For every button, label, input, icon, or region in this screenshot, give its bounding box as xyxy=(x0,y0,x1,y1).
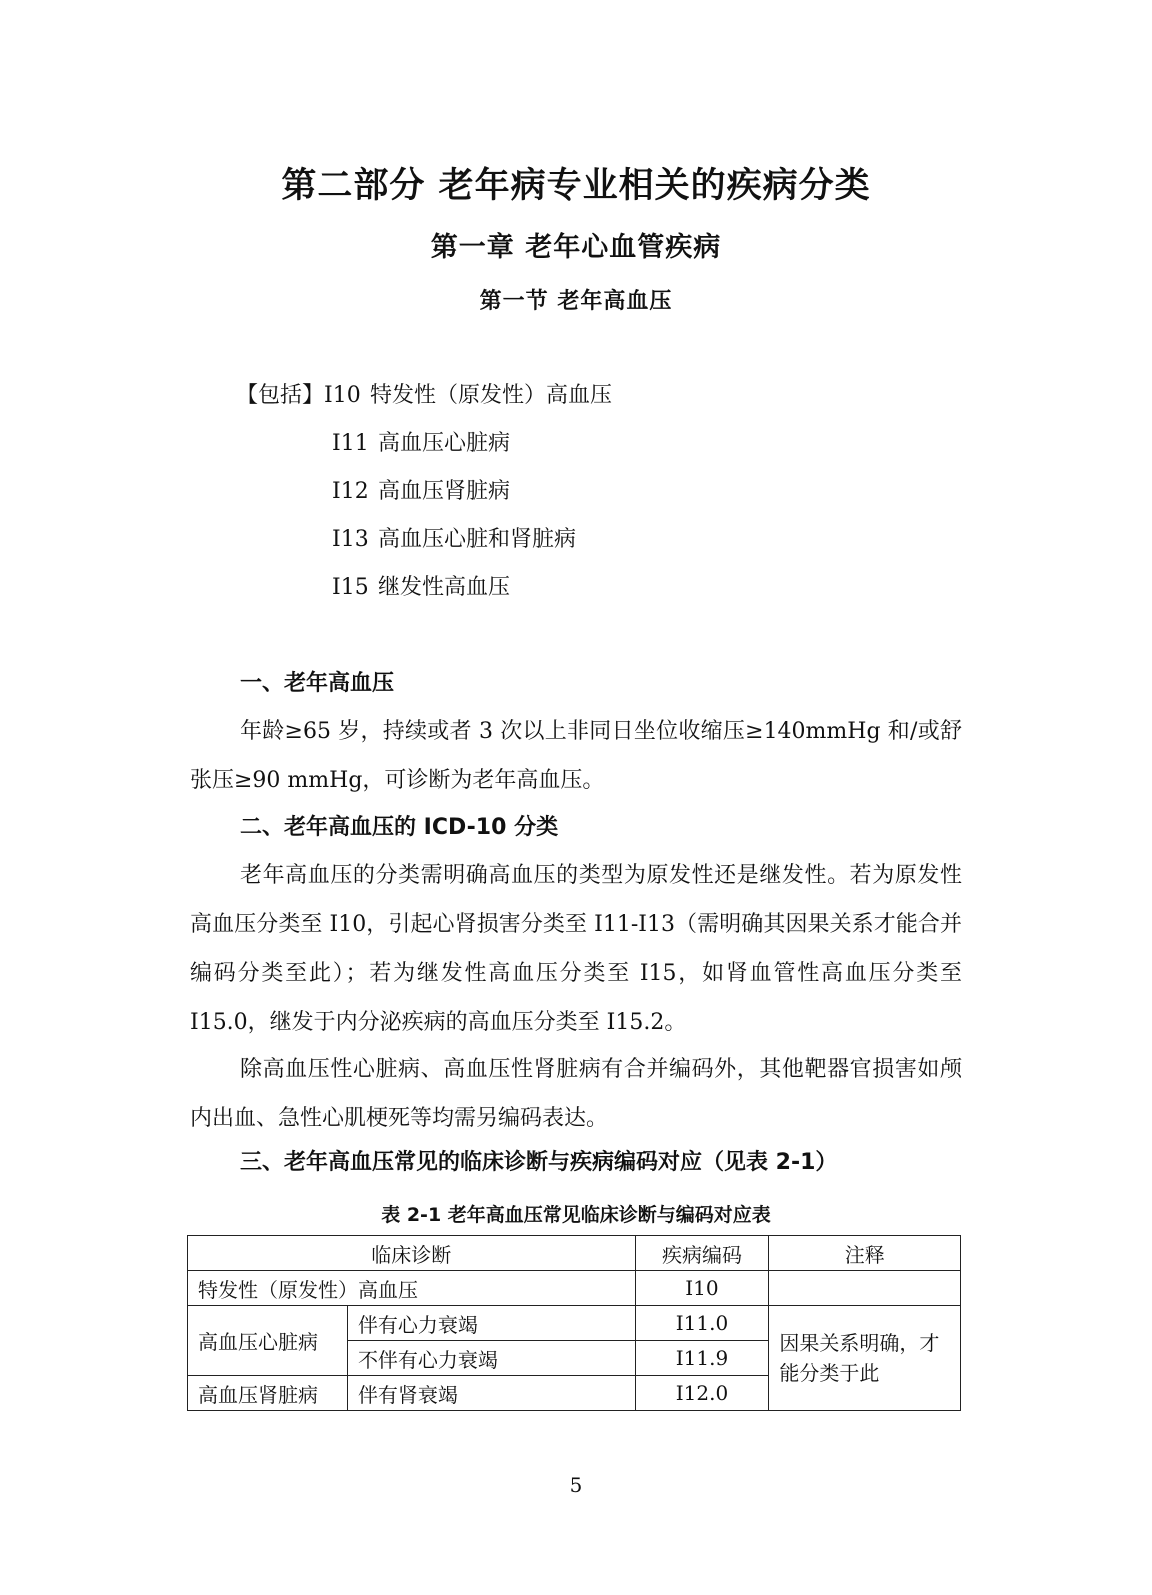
table-header-row xyxy=(188,1236,961,1271)
include-item xyxy=(332,525,576,555)
include-item xyxy=(332,477,510,507)
body-paragraph: 除高血压性心脏病、高血压性肾脏病有合并编码外，其他靶器官损害如颅内出血、急性心肌梗死等均需另编码表达。 xyxy=(190,1057,962,1131)
include-code: I11 xyxy=(332,431,369,456)
body-paragraph: 年龄≥65 岁，持续或者 3 次以上非同日坐位收缩压≥140mmHg 和/或舒张压≥90 mmHg，可诊断为老年高血压。 xyxy=(190,719,962,793)
subdiagnosis-cell: 伴有肾衰竭 xyxy=(347,1376,635,1411)
table-row xyxy=(188,1306,961,1341)
note-cell-empty xyxy=(769,1271,961,1306)
include-item xyxy=(332,573,510,603)
code-cell: I11.0 xyxy=(635,1306,769,1341)
include-item xyxy=(236,381,612,411)
section-heading: 二、老年高血压的 ICD-10 分类 xyxy=(240,815,559,840)
part-title: 第二部分 老年病专业相关的疾病分类 xyxy=(281,166,871,206)
section-heading: 一、老年高血压 xyxy=(240,671,395,696)
include-code: I10 xyxy=(324,383,361,408)
diagnosis-cell: 高血压心脏病 xyxy=(188,1306,348,1376)
header-code: 疾病编码 xyxy=(635,1236,769,1271)
header-note: 注释 xyxy=(769,1236,961,1271)
section-heading: 三、老年高血压常见的临床诊断与疾病编码对应（见表 2-1） xyxy=(240,1150,838,1175)
body-paragraph: 老年高血压的分类需明确高血压的类型为原发性还是继发性。若为原发性高血压分类至 I10，引起心肾损害分类至 I11-I13（需明确其因果关系才能合并编码分类至此）；若为继发性高血压分类至 I15，如肾血管性高血压分类至 I15.0，继发于内分泌疾病的高血压分类至 I15.2。 xyxy=(190,863,962,1035)
header-diagnosis: 临床诊断 xyxy=(188,1236,636,1271)
include-code: I15 xyxy=(332,575,369,600)
include-name: 高血压心脏和肾脏病 xyxy=(378,527,577,552)
table-row xyxy=(188,1271,961,1306)
include-code: I13 xyxy=(332,527,369,552)
subdiagnosis-cell: 伴有心力衰竭 xyxy=(347,1306,635,1341)
section-title: 第一节 老年高血压 xyxy=(479,289,673,314)
include-name: 高血压肾脏病 xyxy=(378,479,511,504)
include-name: 继发性高血压 xyxy=(378,575,511,600)
diagnosis-cell: 高血压肾脏病 xyxy=(188,1376,348,1411)
chapter-title: 第一章 老年心血管疾病 xyxy=(430,232,722,263)
diagnosis-code-table xyxy=(187,1235,961,1411)
subdiagnosis-cell: 不伴有心力衰竭 xyxy=(347,1341,635,1376)
include-code: I12 xyxy=(332,479,369,504)
code-cell: I12.0 xyxy=(635,1376,769,1411)
code-cell: I10 xyxy=(635,1271,769,1306)
page-number: 5 xyxy=(569,1473,583,1497)
diagnosis-cell: 特发性（原发性）高血压 xyxy=(188,1271,636,1306)
note-cell: 因果关系明确，才能分类于此 xyxy=(769,1306,961,1411)
code-cell: I11.9 xyxy=(635,1341,769,1376)
include-item xyxy=(332,429,510,459)
table-caption: 表 2-1 老年高血压常见临床诊断与编码对应表 xyxy=(381,1204,771,1226)
include-label: 【包括】 xyxy=(236,383,325,408)
include-name: 高血压心脏病 xyxy=(378,431,511,456)
include-name: 特发性（原发性）高血压 xyxy=(370,383,613,408)
